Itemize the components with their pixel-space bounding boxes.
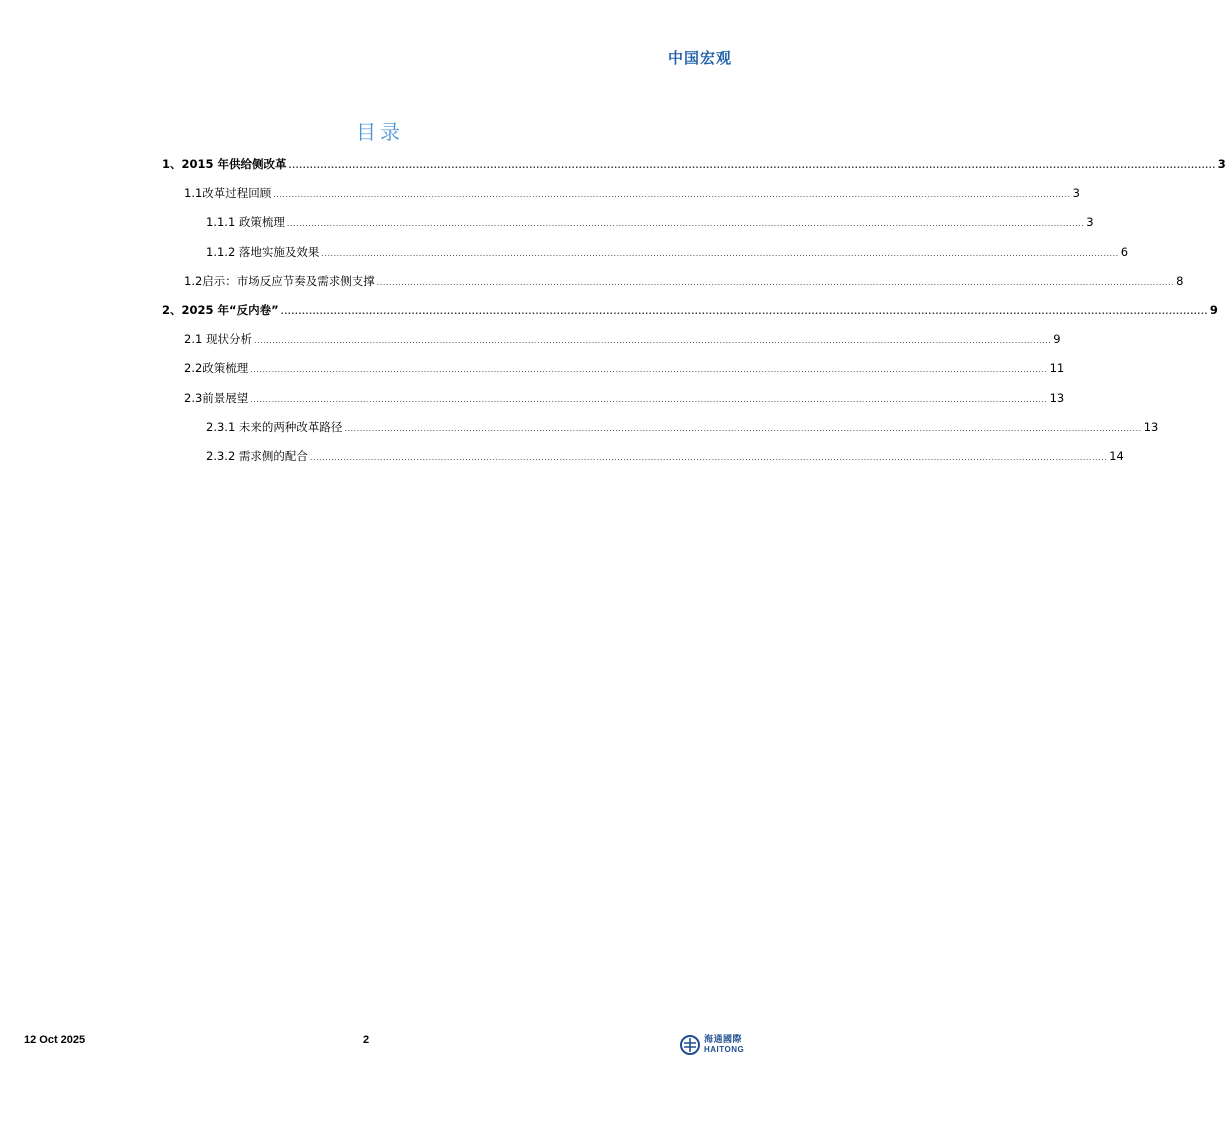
toc-entry-number: 1.1: [184, 186, 203, 200]
toc-entry-page: 9: [1209, 303, 1218, 317]
toc-entry-label: 2025 年“反内卷”: [181, 303, 279, 317]
toc-leader-dots: ......................................................................................................................................................................................................................................................................: [253, 336, 1052, 345]
toc-leader-dots: ......................................................................................................................................................................................................................................................................: [286, 219, 1085, 228]
toc-entry-label: 2.3.1 未来的两种改革路径: [206, 420, 343, 434]
toc-leader-dots: ......................................................................................................................................................................................................................................................................: [309, 453, 1108, 462]
toc-entry-page: 6: [1120, 245, 1129, 259]
toc-entry-1-1[interactable]: [0, 185, 1080, 205]
toc-entry-page: 8: [1176, 274, 1184, 288]
toc-entry-number: 1、: [162, 157, 182, 171]
toc-entry-2-3-1[interactable]: [0, 419, 1159, 439]
toc-leader-dots: ......................................................................................................................................................................................................................................................................: [288, 161, 1216, 170]
toc-entry-label: 2.3.2 需求侧的配合: [206, 449, 308, 463]
toc-leader-dots: ......................................................................................................................................................................................................................................................................: [250, 395, 1048, 404]
haitong-logo: [680, 1032, 744, 1058]
toc-entry-number: 1.2: [184, 274, 203, 288]
toc-entry-page: 3: [1217, 157, 1226, 171]
toc-entry-label: 前景展望: [202, 391, 249, 405]
toc-leader-dots: ......................................................................................................................................................................................................................................................................: [280, 307, 1208, 316]
toc-entry-label: 改革过程回顾: [202, 186, 272, 200]
toc-entry-page: 13: [1143, 420, 1159, 434]
toc-entry-1-1-1[interactable]: [0, 214, 1094, 234]
toc-leader-dots: ......................................................................................................................................................................................................................................................................: [250, 365, 1048, 374]
toc-entry-label: 启示：市场反应节奏及需求侧支撑: [202, 274, 375, 288]
toc-entry-label: 2.1 现状分析: [184, 332, 252, 346]
toc-entry-page: 3: [1086, 215, 1094, 229]
toc-entry-label: 1.1.1 政策梳理: [206, 215, 285, 229]
toc-leader-dots: ......................................................................................................................................................................................................................................................................: [344, 424, 1142, 433]
toc-entry-number: 2、: [162, 303, 182, 317]
header-title: 中国宏观: [667, 49, 732, 67]
toc-entry-2-3-2[interactable]: [0, 448, 1124, 468]
toc-leader-dots: ......................................................................................................................................................................................................................................................................: [273, 190, 1071, 199]
toc-entry-page: 9: [1053, 332, 1061, 346]
toc-entry-label: 政策梳理: [202, 361, 249, 375]
logo-text-cn: 海通國際: [704, 1035, 743, 1045]
toc-leader-dots: ......................................................................................................................................................................................................................................................................: [376, 278, 1175, 287]
toc-entry-label: 1.1.2 落地实施及效果: [206, 245, 320, 259]
toc-entry-number: 2.3: [184, 391, 203, 405]
logo-text-en: HAITONG: [704, 1045, 745, 1054]
toc-entry-label: 2015 年供给侧改革: [181, 157, 287, 171]
toc-entry-number: 2.2: [184, 361, 203, 375]
toc-entry-2-3[interactable]: [0, 390, 1065, 410]
footer-page-number: 2: [363, 1034, 370, 1046]
toc-entry-2-2[interactable]: [0, 360, 1065, 380]
toc-entry-page: 11: [1049, 361, 1065, 375]
toc-entry-1[interactable]: [0, 156, 1226, 176]
toc-entry-2[interactable]: [0, 302, 1218, 322]
toc-entry-page: 13: [1049, 391, 1065, 405]
toc-leader-dots: ......................................................................................................................................................................................................................................................................: [321, 249, 1119, 258]
haitong-logo-icon: [680, 1035, 700, 1055]
toc-entry-page: 14: [1109, 449, 1124, 463]
toc-title: 目录: [356, 120, 404, 144]
toc-entry-page: 3: [1072, 186, 1080, 200]
toc-entry-1-1-2[interactable]: [0, 244, 1129, 264]
footer-date: 12 Oct 2025: [24, 1034, 86, 1046]
toc-entry-2-1[interactable]: [0, 331, 1061, 351]
toc-entry-1-2[interactable]: [0, 273, 1184, 293]
